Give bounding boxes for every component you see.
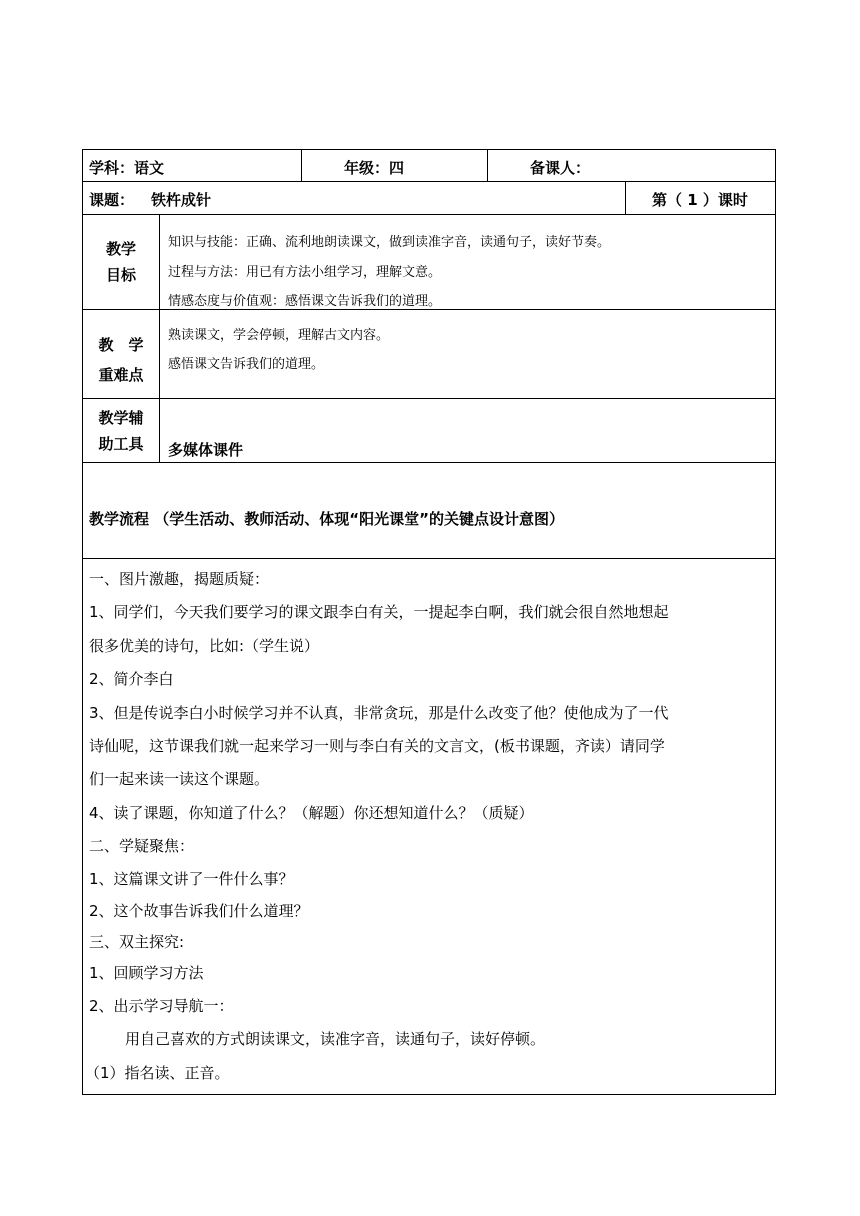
tools-label-line1: 教学辅 — [98, 409, 144, 427]
preparer-field: 备课人： — [530, 159, 591, 177]
tools-content — [159, 399, 775, 462]
flow-line: 2、这个故事告诉我们什么道理？ — [89, 902, 309, 920]
topic-row — [82, 182, 776, 215]
objectives-row — [82, 215, 776, 310]
flow-line: 1、回顾学习方法 — [89, 964, 204, 982]
flow-line: （1）指名读、正音。 — [85, 1064, 230, 1082]
topic-label: 课题： — [89, 191, 135, 209]
subject-field: 学科：语文 — [89, 159, 165, 177]
key-points-row — [82, 310, 776, 399]
flow-line: 诗仙呢，这节课我们就一起来学习一则与李白有关的文言文，(板书课题，齐读）请同学 — [89, 737, 665, 755]
period-cell — [625, 182, 775, 214]
header-row — [82, 149, 776, 182]
objectives-label-line2: 目标 — [105, 266, 136, 284]
flow-content-row — [82, 559, 776, 1095]
key-point-item: 感悟课文告诉我们的道理。 — [168, 357, 325, 372]
key-points-content — [159, 310, 775, 398]
key-points-label-line1: 教 学 — [98, 336, 144, 354]
objective-item: 知识与技能：正确、流利地朗读课文，做到读准字音，读通句子，读好节奏。 — [168, 235, 611, 250]
flow-line: 一、图片激趣，揭题质疑： — [89, 570, 270, 588]
flow-line: 用自己喜欢的方式朗读课文，读准字音，读通句子，读好停顿。 — [125, 1030, 546, 1048]
lesson-plan-table — [82, 149, 776, 1095]
objectives-content — [159, 215, 775, 309]
preparer-cell — [487, 150, 775, 181]
flow-header-row — [82, 463, 776, 559]
flow-line: 三、双主探究: — [89, 933, 185, 951]
key-points-label-line2: 重难点 — [98, 366, 144, 384]
tools-row — [82, 399, 776, 463]
tools-label-line2: 助工具 — [98, 435, 144, 453]
flow-line: 很多优美的诗句，比如:（学生说） — [89, 637, 320, 655]
objectives-label — [83, 236, 159, 288]
flow-line: 二、学疑聚焦： — [89, 837, 195, 855]
tools-value: 多媒体课件 — [168, 441, 244, 459]
flow-line: 1、这篇课文讲了一件什么事？ — [89, 870, 294, 888]
key-point-item: 熟读课文，学会停顿，理解古文内容。 — [168, 328, 390, 343]
flow-line: 4、读了课题，你知道了什么？（解题）你还想知道什么？（质疑） — [89, 804, 534, 822]
key-points-label — [83, 330, 159, 390]
flow-line: 2、简介李白 — [89, 670, 174, 688]
period-field: 第（ 1 ）课时 — [652, 191, 748, 209]
flow-line: 2、出示学习导航一： — [89, 997, 234, 1015]
objective-item: 情感态度与价值观：感悟课文告诉我们的道理。 — [168, 294, 442, 309]
flow-line: 们一起来读一读这个课题。 — [89, 770, 270, 788]
topic-title: 铁杵成针 — [151, 191, 212, 209]
flow-line: 1、同学们，今天我们要学习的课文跟李白有关，一提起李白啊，我们就会很自然地想起 — [89, 603, 669, 621]
grade-cell — [301, 150, 487, 181]
flow-header: 教学流程 （学生活动、教师活动、体现“阳光课堂”的关键点设计意图） — [89, 510, 564, 528]
tools-label — [83, 405, 159, 457]
grade-field: 年级：四 — [344, 159, 405, 177]
objective-item: 过程与方法：用已有方法小组学习，理解文意。 — [168, 265, 442, 280]
objectives-label-line1: 教学 — [105, 240, 136, 258]
flow-line: 3、但是传说李白小时候学习并不认真，非常贪玩，那是什么改变了他？使他成为了一代 — [89, 704, 669, 722]
